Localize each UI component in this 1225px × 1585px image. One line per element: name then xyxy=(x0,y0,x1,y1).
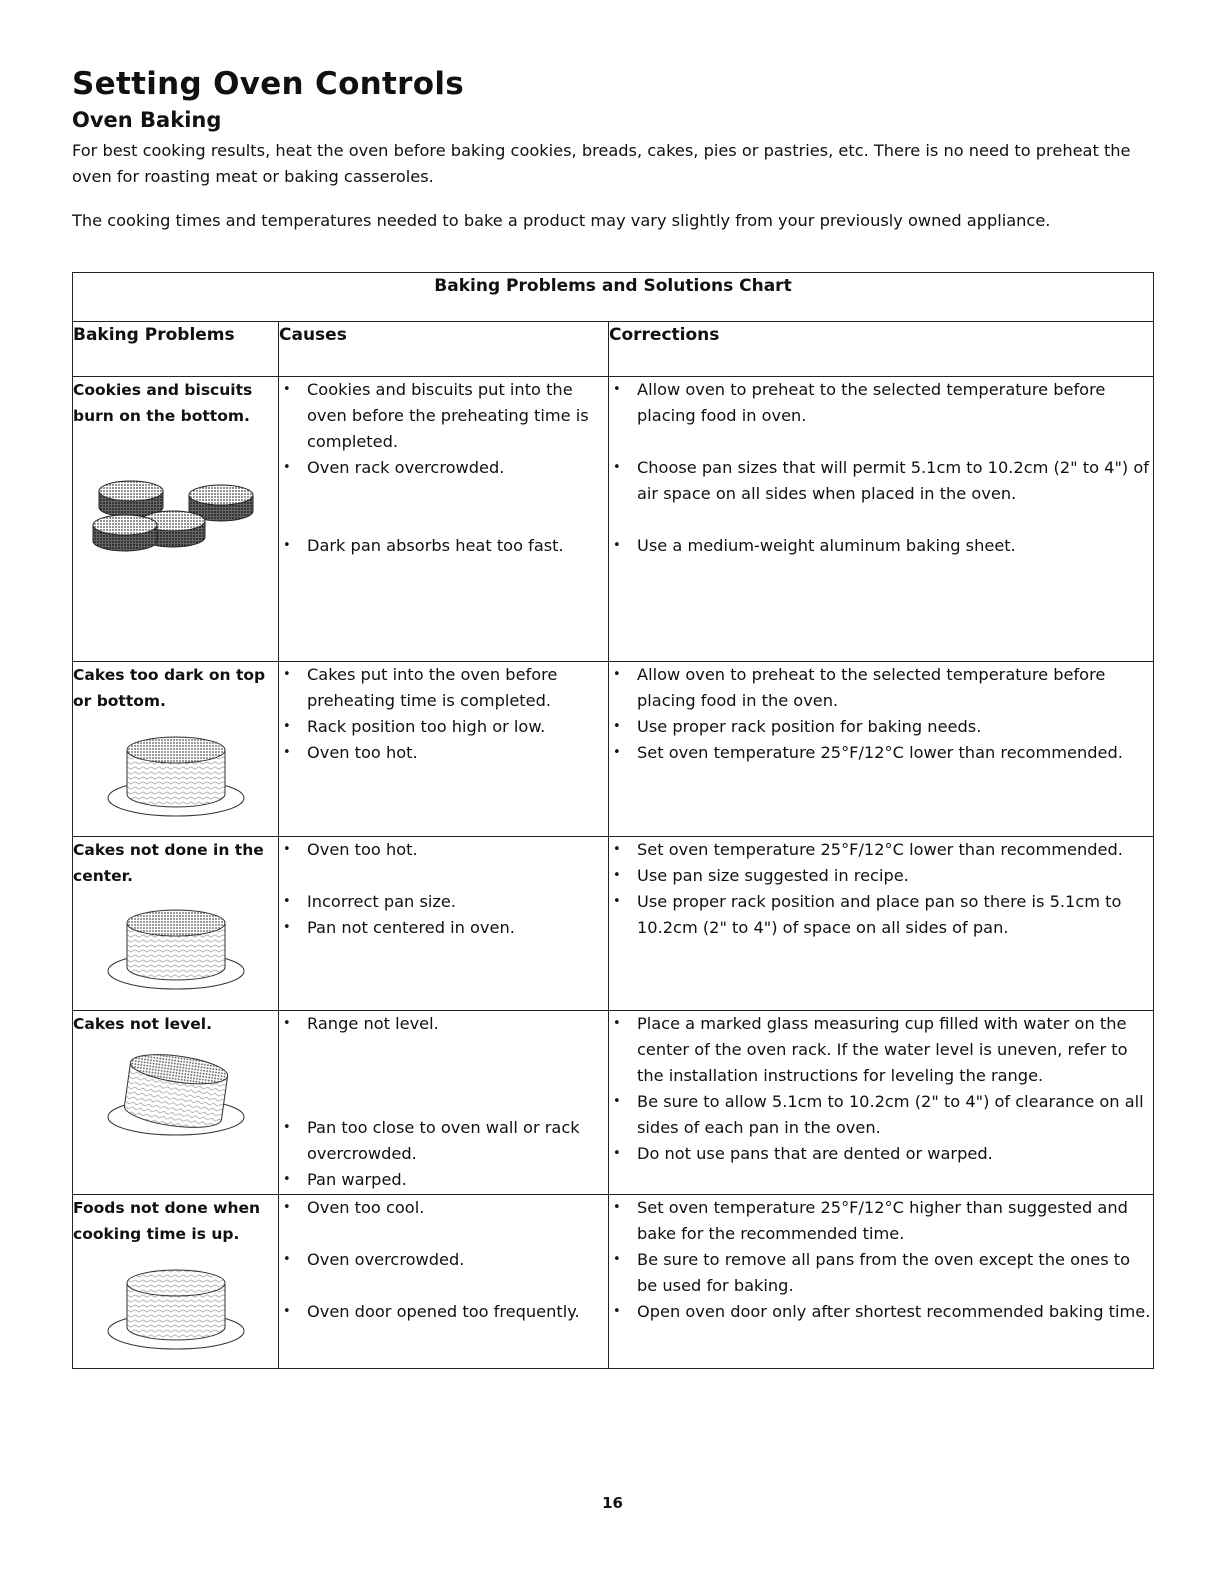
baking-problems-chart xyxy=(72,272,1154,1369)
cause-item: • Range not level. xyxy=(279,1011,608,1115)
table-row xyxy=(73,1195,1154,1369)
column-header-causes: Causes xyxy=(279,322,609,377)
correction-item: • Open oven door only after shortest recommended baking time. xyxy=(609,1299,1153,1325)
correction-item: • Place a marked glass measuring cup filled with water on the center of the oven rack. If the water level is uneven, refer to the installation instructions for leveling the range. xyxy=(609,1011,1153,1089)
cause-item: • Oven overcrowded. xyxy=(279,1247,608,1299)
correction-item: • Set oven temperature 25°F/12°C higher than suggested and bake for the recommended time. xyxy=(609,1195,1153,1247)
cause-item: • Pan warped. xyxy=(279,1167,608,1193)
problem-cell xyxy=(73,1011,279,1195)
cause-item: • Oven too hot. xyxy=(279,740,608,766)
tilted-cake-icon xyxy=(73,1051,278,1143)
correction-item: • Set oven temperature 25°F/12°C lower than recommended. xyxy=(609,740,1153,766)
table-row xyxy=(73,837,1154,1011)
correction-item: • Be sure to remove all pans from the oven except the ones to be used for baking. xyxy=(609,1247,1153,1299)
correction-item: • Allow oven to preheat to the selected temperature before placing food in the oven. xyxy=(609,662,1153,714)
cause-item: • Cakes put into the oven before preheating time is completed. xyxy=(279,662,608,714)
cause-item: • Pan too close to oven wall or rack overcrowded. xyxy=(279,1115,608,1167)
note-paragraph: The cooking times and temperatures needed to bake a product may vary slightly from your previously owned appliance. xyxy=(72,211,1051,230)
cause-item: • Rack position too high or low. xyxy=(279,714,608,740)
problem-cell xyxy=(73,662,279,837)
correction-item: • Use a medium-weight aluminum baking sheet. xyxy=(609,533,1153,559)
cause-item: • Oven too hot. xyxy=(279,837,608,889)
problem-label: Cakes too dark on top or bottom. xyxy=(73,666,266,710)
corrections-cell xyxy=(609,1011,1154,1195)
corrections-cell xyxy=(609,1195,1154,1369)
problem-cell xyxy=(73,377,279,662)
page-title: Setting Oven Controls xyxy=(72,66,465,102)
cause-item: • Oven door opened too frequently. xyxy=(279,1299,608,1325)
cake-icon xyxy=(73,903,278,995)
cause-item: • Pan not centered in oven. xyxy=(279,915,608,941)
intro-paragraph: For best cooking results, heat the oven before baking cookies, breads, cakes, pies or pastries, etc. There is no need to preheat the oven for roasting meat or baking casseroles. xyxy=(72,141,1131,186)
cause-item: • Dark pan absorbs heat too fast. xyxy=(279,533,608,559)
problem-label: Cakes not done in the center. xyxy=(73,841,264,885)
causes-cell xyxy=(279,1011,609,1195)
section-title: Oven Baking xyxy=(72,108,222,132)
causes-cell xyxy=(279,1195,609,1369)
problem-label: Foods not done when cooking time is up. xyxy=(73,1199,261,1243)
problem-cell xyxy=(73,1195,279,1369)
cause-item: • Incorrect pan size. xyxy=(279,889,608,915)
cake-icon xyxy=(73,1263,278,1355)
causes-cell xyxy=(279,377,609,662)
corrections-cell xyxy=(609,377,1154,662)
corrections-cell xyxy=(609,837,1154,1011)
causes-cell xyxy=(279,662,609,837)
column-header-corrections: Corrections xyxy=(609,322,1154,377)
problem-cell xyxy=(73,837,279,1011)
correction-item: • Use proper rack position for baking needs. xyxy=(609,714,1153,740)
correction-item: • Be sure to allow 5.1cm to 10.2cm (2" to 4") of clearance on all sides of each pan in the oven. xyxy=(609,1089,1153,1141)
cause-item: • Cookies and biscuits put into the oven before the preheating time is completed. xyxy=(279,377,608,455)
chart-title: Baking Problems and Solutions Chart xyxy=(73,273,1154,322)
correction-item: • Allow oven to preheat to the selected temperature before placing food in oven. xyxy=(609,377,1153,455)
causes-cell xyxy=(279,837,609,1011)
correction-item: • Use pan size suggested in recipe. xyxy=(609,863,1153,889)
correction-item: • Choose pan sizes that will permit 5.1cm to 10.2cm (2" to 4") of air space on all sides when placed in the oven. xyxy=(609,455,1153,533)
table-row xyxy=(73,1011,1154,1195)
problem-label: Cookies and biscuits burn on the bottom. xyxy=(73,381,253,425)
correction-item: • Set oven temperature 25°F/12°C lower than recommended. xyxy=(609,837,1153,863)
cake-icon xyxy=(73,730,278,822)
cause-item: • Oven too cool. xyxy=(279,1195,608,1247)
table-row xyxy=(73,377,1154,662)
table-row xyxy=(73,662,1154,837)
cause-item: • Oven rack overcrowded. xyxy=(279,455,608,533)
column-header-problems: Baking Problems xyxy=(73,322,279,377)
problem-label: Cakes not level. xyxy=(73,1015,212,1033)
correction-item: • Use proper rack position and place pan so there is 5.1cm to 10.2cm (2" to 4") of space on all sides of pan. xyxy=(609,889,1153,941)
page-number: 16 xyxy=(602,1494,623,1512)
cookies-icon xyxy=(73,469,278,561)
corrections-cell xyxy=(609,662,1154,837)
correction-item: • Do not use pans that are dented or warped. xyxy=(609,1141,1153,1167)
